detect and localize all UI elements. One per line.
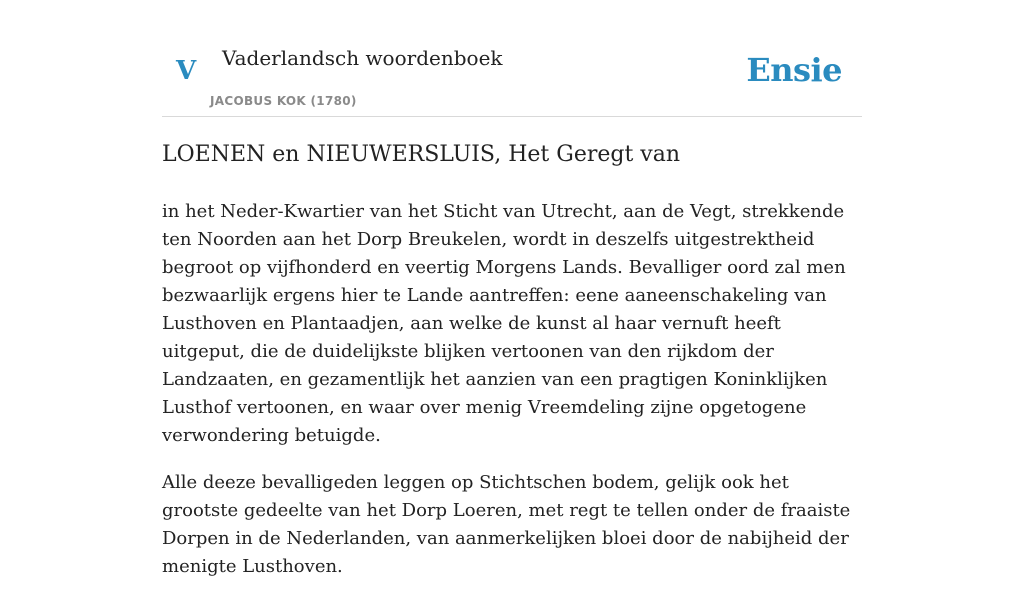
entry-title: LOENEN en NIEUWERSLUIS, Het Geregt van [162,142,680,167]
ensie-logo[interactable]: Ensie [746,51,842,89]
entry-article [162,137,862,600]
book-letter-icon[interactable]: V [176,56,197,86]
book-title-link[interactable]: Vaderlandsch woordenboek [222,46,503,70]
book-header [162,0,862,117]
entry-paragraph-2: Alle deeze bevalligeden leggen op Stichtschen bodem, gelijk ook het grootste gedeelte van het Dorp Loeren, met regt te tellen onder de fraaiste Dorpen in de Nederlanden, van aanmerkelijken bloei door de nabijheid der menigte Lusthoven. [162,472,851,577]
entry-paragraph-1: in het Neder-Kwartier van het Sticht van Utrecht, aan de Vegt, strekkende ten Noorden aan het Dorp Breukelen, wordt in deszelfs uitgestrektheid begroot op vijfhonderd en veertig Morgens Lands. Bevalliger oord zal men bezwaarlijk ergens hier te Lande aantreffen: eene aaneenschakeling van Lusthoven en Plantaadjen, aan welke de kunst al haar vernuft heeft uitgeput, die de duidelijkste blijken vertoonen van den rijkdom der Landzaaten, en gezamentlijk het aanzien van een pragtigen Koninklijken Lusthof vertoonen, en waar over menig Vreemdeling zijne opgetogene verwondering betuigde. [162,201,846,446]
book-author: JACOBUS KOK (1780) [210,94,357,108]
